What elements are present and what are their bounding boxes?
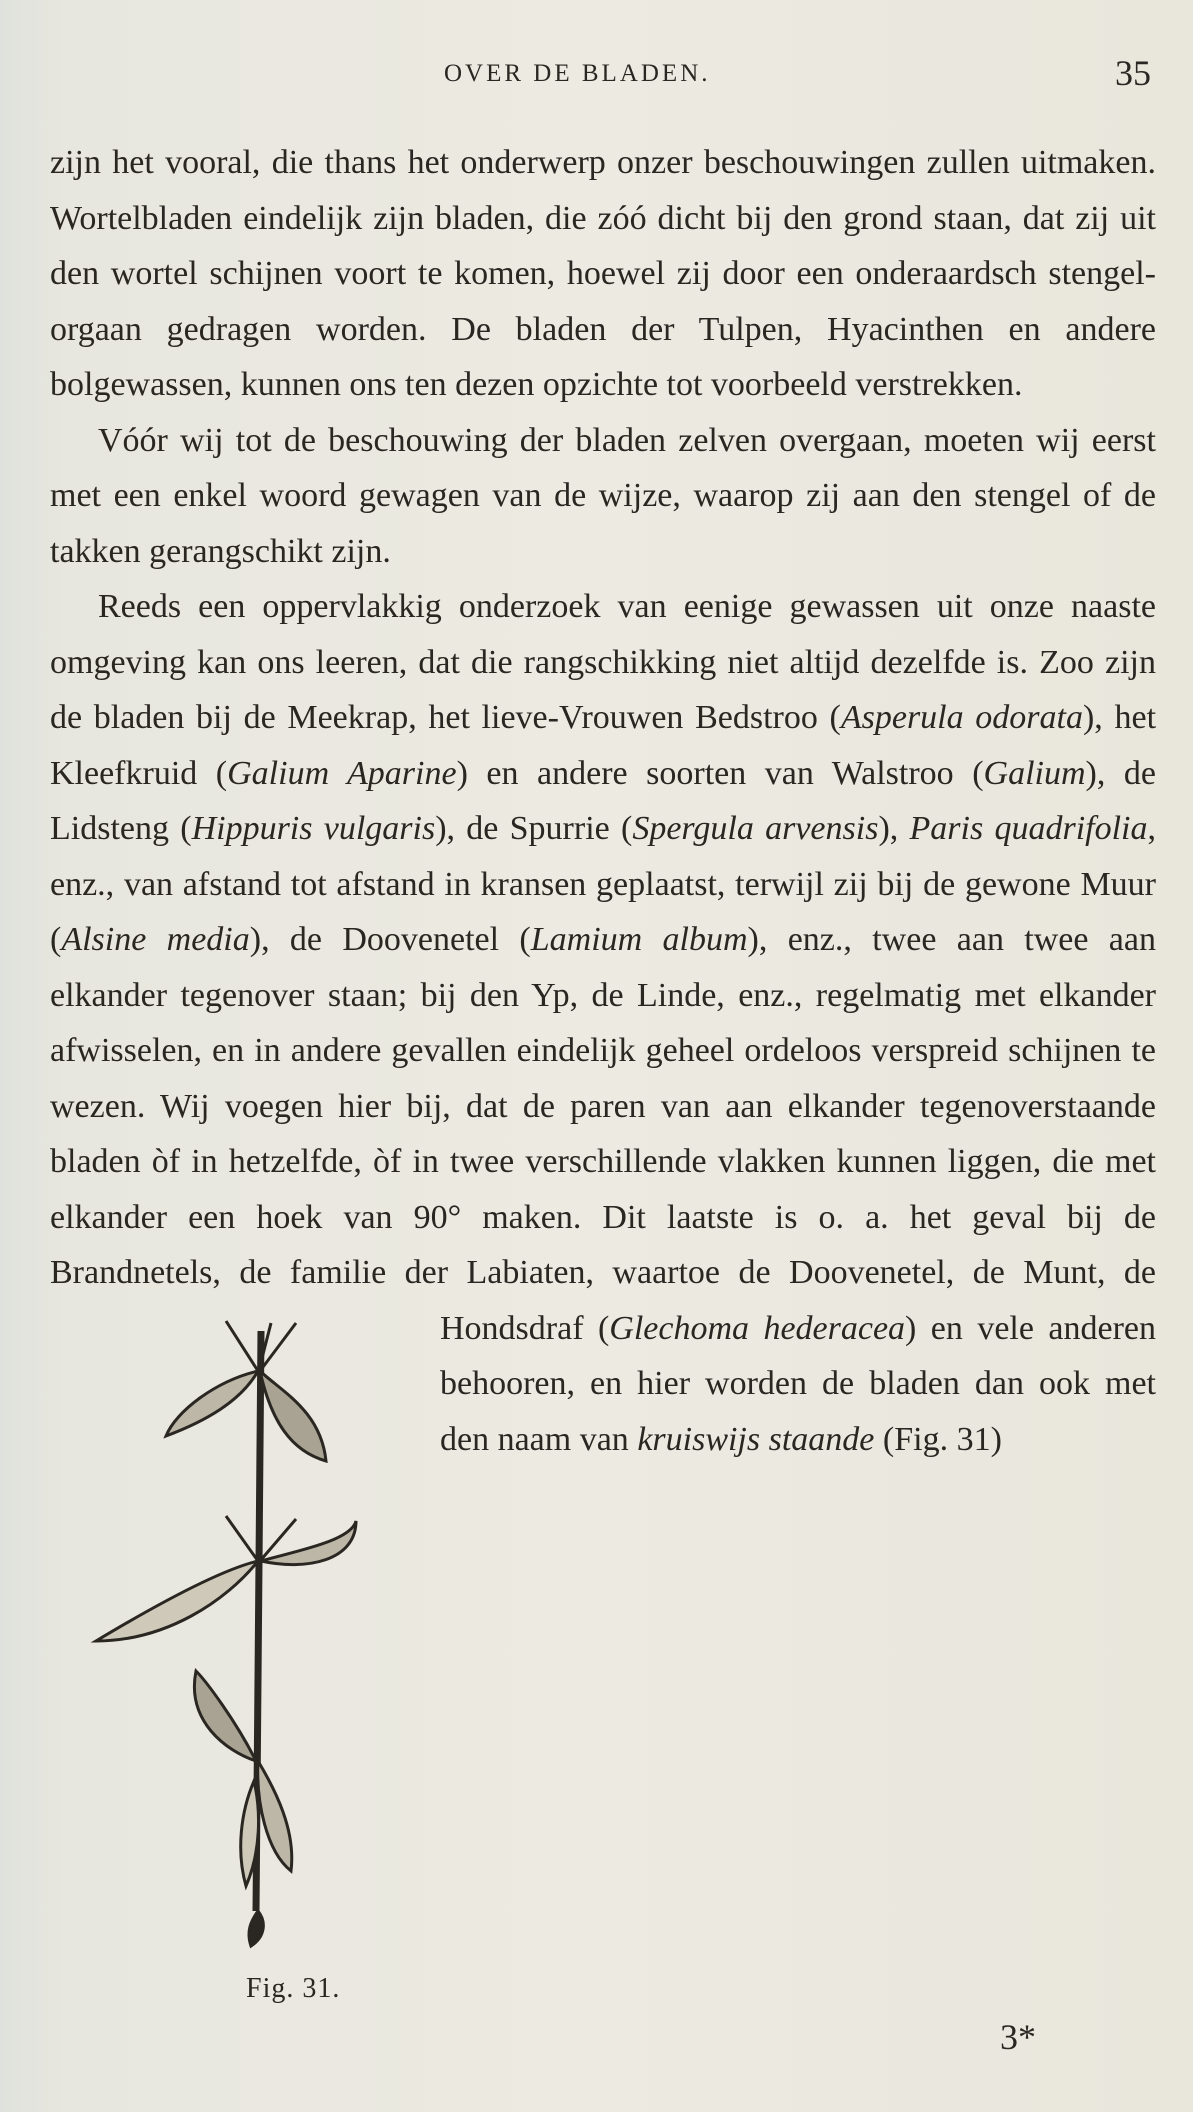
paragraph-3 (50, 579, 1157, 2004)
text-run: ), de Spurrie ( (435, 810, 633, 847)
species-name: Alsine media (61, 921, 250, 958)
paragraph-1: zijn het vooral, die thans het onderwerp onzer beschouwingen zullen uitmaken. Wortelbladen eindelijk zijn bladen, die zóó dicht bij den grond staan, dat zij uit den wortel schijnen voort te komen, hoewel zij door een onderaardsch stengel-orgaan gedragen worden. De bladen der Tulpen, Hyacinthen en andere bolgewassen, kunnen ons ten dezen opzichte tot voorbeeld verstrekken. (50, 144, 1156, 403)
species-name: Lamium album (530, 921, 748, 958)
figure-caption: Fig. 31. (246, 1972, 341, 2004)
text-run: ) en andere soorten van Walstroo ( (456, 754, 984, 792)
page-number: 35 (1115, 53, 1151, 93)
figure-31 (50, 1311, 410, 2086)
text-run: ), de Lidsteng ( (50, 754, 1156, 847)
species-name: Glechoma hederacea (609, 1309, 906, 1347)
text-run: ) en vele anderen behooren, en hier worden de bladen dan ook met den naam van (440, 1309, 1156, 1458)
species-name: Galium (983, 754, 1086, 792)
plant-illustration (66, 1311, 406, 1951)
species-name: Hippuris vulgaris (191, 810, 436, 847)
text-run: ), enz., twee aan twee aan elkander tegenover staan; bij den Yp, de Linde, enz., regelmatig met elkander afwisselen, en in andere gevallen eindelijk geheel ordeloos verspreid schijnen te wezen. Wij voegen hier bij, dat de paren van aan elkander tegenoverstaande bladen òf in hetzelfde, òf in twee verschillende vlakken kunnen liggen, die met elkander een hoek van 90° maken. Dit laatste is o. a. het geval bij de Brandnetels, de familie der Labiaten, waartoe de Doovenetel, de Munt, de Hondsdraf ( (50, 921, 1156, 1347)
emphasis-term: kruiswijs staande (637, 1420, 875, 1458)
species-name: Spergula arvensis (632, 810, 879, 847)
text-run: (Fig. 31) (874, 1420, 1002, 1458)
running-head: OVER DE BLADEN. (444, 60, 711, 87)
text-run: , enz., van afstand tot afstand in kransen geplaatst, terwijl zij bij de gewone Muur ( (50, 810, 1156, 958)
paragraph-2: Vóór wij tot de beschouwing der bladen zelven overgaan, moeten wij eerst met een enkel woord gewagen van de wijze, waarop zij aan den stengel of de takken gerangschikt zijn. (50, 421, 1156, 570)
species-name: Paris quadrifolia (909, 810, 1148, 847)
page-header (0, 52, 1193, 102)
body-text (50, 135, 1156, 2086)
species-name: Asperula odorata (840, 699, 1083, 736)
signature-mark: 3* (1000, 2017, 1036, 2057)
text-run: Reeds een oppervlakkig onderzoek van eenige gewassen uit onze naaste omgeving kan ons leeren, dat die rangschikking niet altijd dezelfde is. Zoo zijn de bladen bij de Meekrap, het lieve-Vrouwen Bedstroo ( (50, 588, 1156, 736)
text-run: ), het Kleefkruid ( (50, 699, 1157, 792)
species-name: Galium Aparine (227, 754, 457, 792)
text-run: ), (878, 810, 910, 847)
text-run: ), de Doovenetel ( (249, 921, 531, 958)
